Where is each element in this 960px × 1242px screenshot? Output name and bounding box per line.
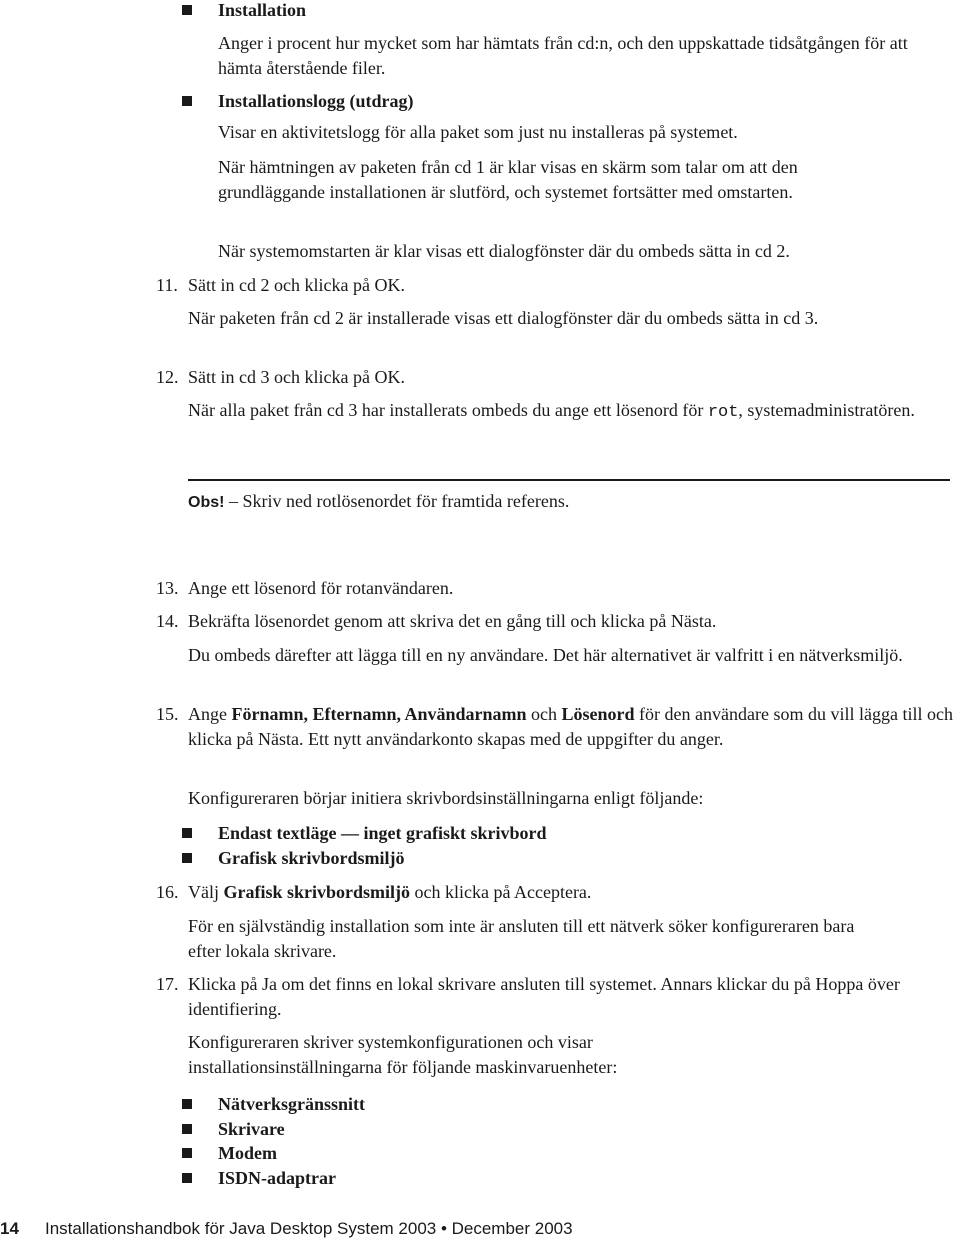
step-13-text: Ange ett lösenord för rotanvändaren.: [188, 578, 454, 598]
step-number: 12.: [156, 367, 179, 387]
bullet-printer: Skrivare: [218, 1119, 285, 1139]
bullet-network-interface: Nätverksgränssnitt: [218, 1094, 365, 1114]
bullet-marker: [182, 96, 192, 106]
step-number: 15.: [156, 704, 179, 724]
page-number: 14: [0, 1219, 19, 1238]
bullet-title-installation: Installation: [218, 0, 307, 20]
note-label: Obs!: [188, 494, 225, 511]
step-14-text: Bekräfta lösenordet genom att skriva det en gång till och klicka på Nästa.: [188, 611, 717, 631]
step-number: 13.: [156, 578, 179, 598]
bullet-title-log: Installationslogg (utdrag): [218, 91, 414, 111]
bullet-modem: Modem: [218, 1143, 277, 1163]
step-16-text: Välj Grafisk skrivbordsmiljö och klicka på Acceptera.: [188, 882, 592, 902]
step-number: 16.: [156, 882, 179, 902]
bullet-marker: [182, 828, 192, 838]
bullet-text-only: Endast textläge — inget grafiskt skrivbord: [218, 823, 547, 843]
paragraph-restart: När systemomstarten är klar visas ett dialogfönster där du ombeds sätta in cd 2.: [218, 241, 790, 261]
paragraph-cd1: När hämtningen av paketen från cd 1 är klar visas en skärm som talar om att den grundläggande installationen är slutförd, och systemet fortsätter med omstarten.: [218, 157, 798, 202]
bullet-marker: [182, 5, 192, 15]
bullet-marker: [182, 1124, 192, 1134]
bullet-graphical: Grafisk skrivbordsmiljö: [218, 848, 405, 868]
step-number: 11.: [156, 275, 178, 295]
step-11-paragraph: När paketen från cd 2 är installerade visas ett dialogfönster där du ombeds sätta in cd 3.: [188, 308, 819, 328]
footer-title: Installationshandbok för Java Desktop System 2003 • December 2003: [45, 1219, 573, 1238]
bullet-marker: [182, 1173, 192, 1183]
step-12-text: Sätt in cd 3 och klicka på OK.: [188, 367, 405, 387]
step-17-paragraph: Konfigureraren skriver systemkonfigurationen och visar installationsinställningarna för följande maskinvaruenheter:: [188, 1032, 618, 1077]
bullet-marker: [182, 1148, 192, 1158]
note-rule: [188, 479, 950, 481]
bullet-marker: [182, 1099, 192, 1109]
bullet-marker: [182, 853, 192, 863]
step-number: 14.: [156, 611, 179, 631]
bullet-desc-installation: Anger i procent hur mycket som har hämtats från cd:n, och den uppskattade tidsåtgången för att hämta återstående filer.: [218, 33, 908, 78]
step-15-text: Ange Förnamn, Efternamn, Användarnamn och Lösenord för den användare som du vill lägga till och klicka på Nästa. Ett nytt användarkonto skapas med de uppgifter du anger.: [188, 704, 953, 749]
bullet-desc-log: Visar en aktivitetslogg för alla paket som just nu installeras på systemet.: [218, 122, 738, 142]
note-text: Skriv ned rotlösenordet för framtida referens.: [242, 491, 570, 511]
step-12-paragraph: När alla paket från cd 3 har installerats ombeds du ange ett lösenord för rot, systemadministratören.: [188, 400, 915, 422]
step-17-text: Klicka på Ja om det finns en lokal skrivare ansluten till systemet. Annars klickar du på Hoppa över identifiering.: [188, 974, 900, 1019]
step-14-paragraph: Du ombeds därefter att lägga till en ny användare. Det här alternativet är valfritt i en nätverksmiljö.: [188, 645, 903, 665]
step-11-text: Sätt in cd 2 och klicka på OK.: [188, 275, 405, 295]
step-16-paragraph: För en självständig installation som inte är ansluten till ett nätverk söker konfigureraren bara efter lokala skrivare.: [188, 916, 855, 961]
step-15-paragraph: Konfigureraren börjar initiera skrivbordsinställningarna enligt följande:: [188, 788, 704, 808]
code-rot: rot: [707, 403, 739, 422]
note: Obs! – Skriv ned rotlösenordet för framtida referens.: [188, 491, 570, 511]
bullet-isdn: ISDN-adaptrar: [218, 1168, 337, 1188]
step-number: 17.: [156, 974, 179, 994]
